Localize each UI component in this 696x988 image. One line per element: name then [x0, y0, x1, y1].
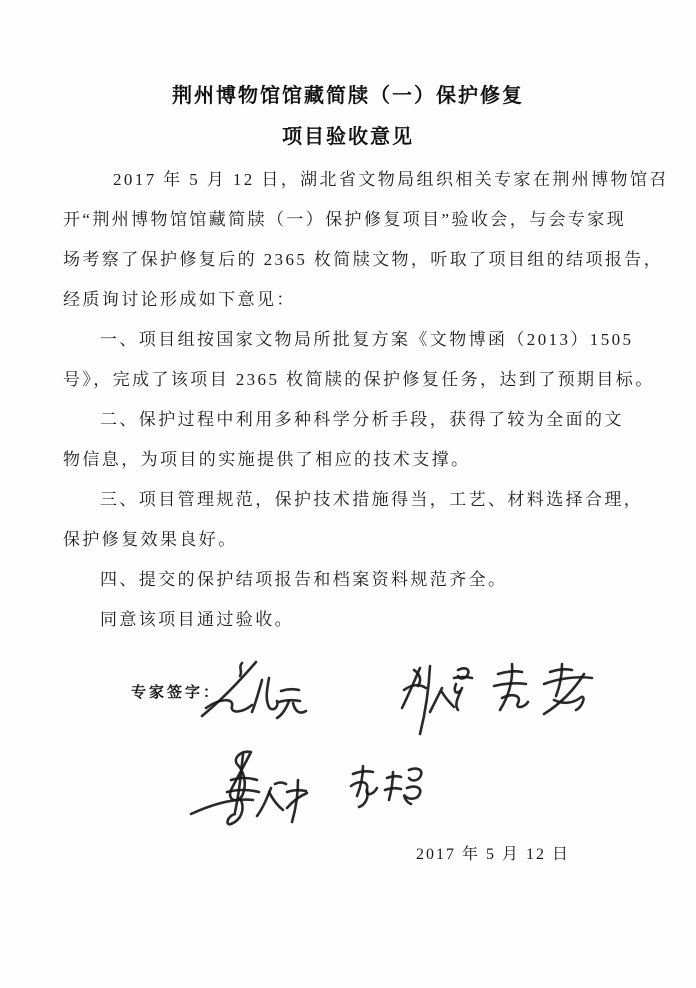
document-body: [63, 160, 669, 640]
expert-signature-label: 专家签字：: [131, 685, 222, 701]
body-line: 开“荆州博物馆馆藏简牍（一）保护修复项目”验收会，与会专家现: [63, 210, 627, 229]
signature-handwriting-1: [196, 658, 308, 734]
body-line: 二、保护过程中利用多种科学分析手段，获得了较为全面的文: [100, 410, 624, 429]
signature-handwriting-5: [345, 762, 435, 814]
body-line: 三、项目管理规范，保护技术措施得当，工艺、材料选择合理，: [100, 490, 644, 509]
document-title: [0, 76, 696, 158]
document-date: 2017 年 5 月 12 日: [415, 846, 570, 863]
body-line: 2017 年 5 月 12 日，湖北省文物局组织相关专家在荆州博物馆召: [113, 170, 669, 189]
body-line: 同意该项目通过验收。: [100, 610, 294, 629]
body-line: 场考察了保护修复后的 2365 枚简牍文物，听取了项目组的结项报告，: [63, 250, 664, 269]
signature-handwriting-2: [396, 662, 474, 736]
body-line: 四、提交的保护结项报告和档案资料规范齐全。: [100, 570, 508, 589]
signature-handwriting-4: [185, 746, 310, 831]
body-line: 号》，完成了该项目 2365 枚简牍的保护修复任务，达到了预期目标。: [63, 370, 655, 389]
body-line: 物信息，为项目的实施提供了相应的技术支撑。: [63, 450, 471, 469]
body-line: 一、项目组按国家文物局所批复方案《文物博函（2013）1505: [100, 330, 634, 349]
body-line: 经质询讨论形成如下意见：: [63, 290, 296, 309]
signature-handwriting-3: [488, 660, 594, 720]
document-title-line2: 项目验收意见: [282, 126, 414, 148]
body-line: 保护修复效果良好。: [63, 530, 238, 549]
document-title-line1: 荆州博物馆馆藏简牍（一）保护修复: [172, 85, 524, 107]
